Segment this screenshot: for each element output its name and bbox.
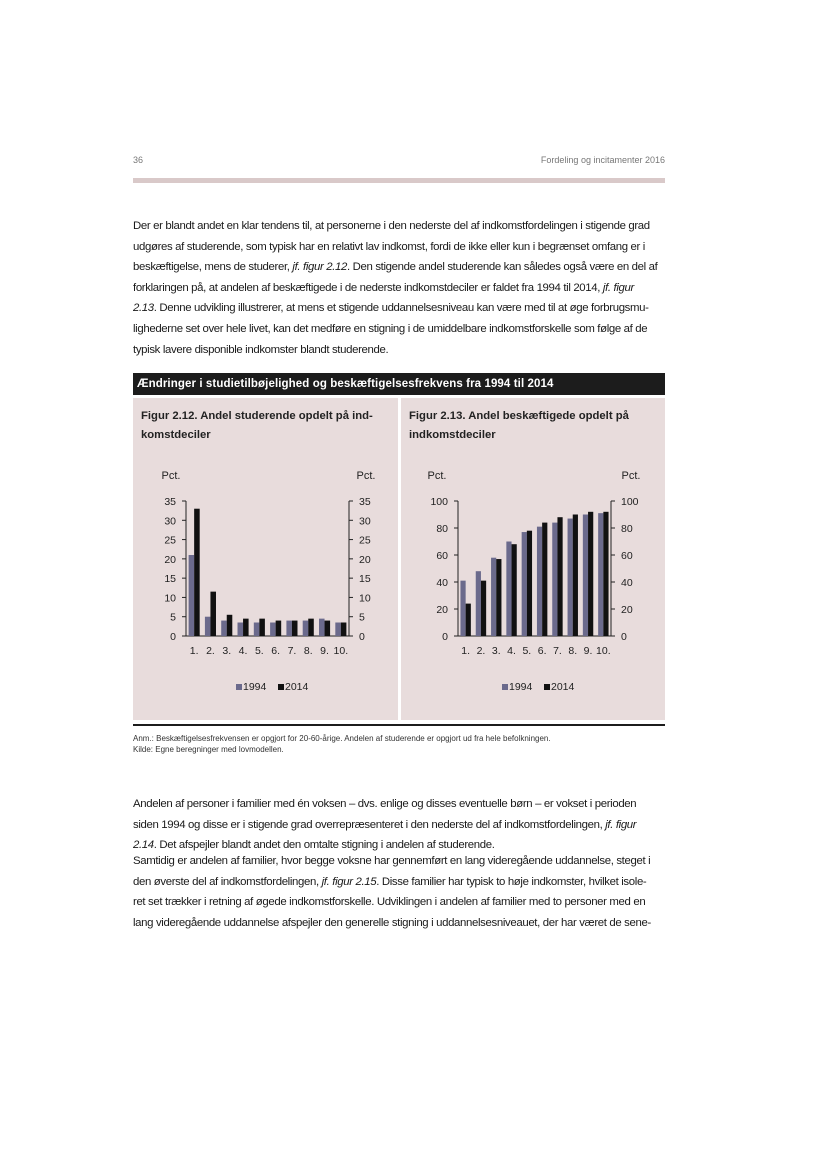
x-tick-label: 7. (553, 645, 562, 657)
y-tick-label-left: 15 (164, 573, 176, 586)
text-line: forklaringen på, at andelen af beskæftigede i de nederste indkomstdeciler er faldet fra 1994 til 2014, jf. figur (133, 281, 634, 294)
bar-1994 (303, 621, 309, 636)
x-tick-label: 10. (596, 645, 611, 657)
bar-2014 (481, 581, 486, 636)
legend-swatch-2014 (544, 684, 550, 690)
y-tick-label-right: 20 (621, 604, 633, 616)
y-tick-label-left: 80 (436, 523, 448, 535)
y-tick-label-left: 10 (164, 592, 176, 605)
bar-2014 (292, 621, 298, 636)
text-line: beskæftigelse, mens de studerer, jf. figur 2.12. Den stigende andel studerende kan således også være en del af (133, 261, 658, 274)
y-tick-label-right: 15 (359, 573, 371, 586)
bar-1994 (319, 619, 325, 636)
y-tick-label-left: 5 (170, 611, 176, 624)
y-tick-label-right: 20 (359, 553, 371, 566)
box-bottom-rule (133, 724, 665, 726)
y-tick-label-left: 60 (436, 550, 448, 562)
x-tick-label: 7. (287, 645, 297, 657)
text-line: ret set trækker i retning af øgede indkomstforskelle. Udviklingen i andelen af familier med to personer med en (133, 896, 646, 909)
bar-1994 (286, 621, 292, 636)
publication-title: Fordeling og incitamenter 2016 (540, 155, 665, 165)
y-tick-label-right: 0 (621, 631, 627, 643)
bar-chart-students (133, 398, 398, 720)
x-tick-label: 8. (303, 645, 313, 657)
page-header (133, 155, 665, 167)
x-tick-label: 4. (238, 645, 248, 657)
source-line: Kilde: Egne beregninger med lovmodellen. (133, 745, 284, 754)
y-tick-label-right: 60 (621, 550, 633, 562)
legend-label-1994: 1994 (509, 681, 533, 693)
bar-2014 (542, 523, 547, 636)
x-tick-label: 6. (271, 645, 281, 657)
y-tick-label-left: 100 (430, 496, 448, 508)
bar-2014 (243, 619, 249, 636)
y-axis-unit-right: Pct. (621, 470, 641, 482)
bar-1994 (583, 515, 588, 637)
text-line: udgøres af studerende, som typisk har en relativt lav indkomst, fordi de ikke eller kun i begrænset omfang er i (133, 240, 645, 253)
bar-chart-employed (401, 398, 665, 720)
x-tick-label: 2. (206, 645, 215, 657)
x-tick-label: 5. (522, 645, 532, 657)
paragraph-1 (133, 216, 668, 360)
bar-1994 (476, 571, 481, 636)
text-line: 2.14. Det afspejler blandt andet den omtalte stigning i andelen af studerende. (133, 839, 495, 852)
bar-1994 (238, 623, 244, 637)
header-rule (133, 178, 665, 183)
text-line: typisk lavere disponible indkomster blandt studerende. (133, 343, 389, 356)
bar-2014 (227, 615, 233, 636)
figure-reference: jf. figur (605, 818, 637, 831)
bar-1994 (598, 513, 603, 636)
text-line: lang videregående uddannelse afspejler den generelle stigning i uddannelsesniveauet, der har været de sene- (133, 916, 651, 929)
legend-swatch-1994 (502, 684, 508, 690)
bar-2014 (603, 512, 608, 636)
y-tick-label-right: 30 (359, 515, 371, 528)
text-line: Samtidig er andelen af familier, hvor begge voksne har gennemført en lang videregående uddannelse, steget i (133, 855, 651, 867)
bar-2014 (466, 604, 471, 636)
figure-reference: jf. figur 2.15 (321, 875, 377, 888)
bar-1994 (270, 623, 276, 637)
x-tick-label: 8. (568, 645, 578, 657)
x-tick-label: 9. (583, 645, 593, 657)
note-line: Anm.: Beskæftigelsesfrekvensen er opgjort for 20-60-årige. Andelen af studerende er opgjort ud fra hele befolkningen. (133, 734, 551, 743)
bar-2014 (325, 621, 331, 636)
paragraph-2 (133, 794, 668, 856)
bar-1994 (335, 623, 341, 637)
figure-panel-2-13 (401, 398, 665, 720)
x-tick-label: 6. (537, 645, 547, 657)
box-title: Ændringer i studietilbøjelighed og beskæftigelsesfrekvens fra 1994 til 2014 (133, 373, 665, 395)
figure-panel-2-12 (133, 398, 398, 720)
figure-reference: 2.13 (133, 302, 154, 315)
text-line: lighederne set over hele livet, kan det medføre en stigning i de umiddelbare indkomstforskelle som følge af de (133, 322, 648, 335)
figure-reference: 2.14 (133, 839, 154, 852)
bar-2014 (588, 512, 593, 636)
bar-2014 (210, 592, 216, 636)
bar-1994 (491, 558, 496, 636)
bar-1994 (568, 519, 573, 636)
bar-2014 (512, 544, 517, 636)
y-tick-label-left: 30 (164, 515, 176, 528)
y-axis-unit-left: Pct. (427, 470, 447, 482)
bar-1994 (205, 617, 211, 636)
y-tick-label-right: 5 (359, 611, 365, 624)
bar-2014 (341, 623, 347, 637)
y-tick-label-left: 35 (164, 496, 176, 508)
y-tick-label-right: 10 (359, 592, 371, 605)
bar-2014 (194, 509, 200, 636)
bar-2014 (573, 515, 578, 637)
figure-title: Figur 2.12. Andel studerende opdelt på ind- komstdeciler (141, 410, 373, 441)
text-line: 2.13. Denne udvikling illustrerer, at mens et stigende uddannelsesniveau kan være med til at øge forbrugsmu- (133, 302, 649, 315)
bar-2014 (557, 517, 562, 636)
bar-1994 (506, 542, 511, 637)
bar-1994 (221, 621, 227, 636)
bar-2014 (527, 531, 532, 636)
y-axis-unit-right: Pct. (356, 470, 376, 482)
y-tick-label-left: 20 (436, 604, 448, 616)
y-tick-label-right: 40 (621, 577, 633, 589)
bar-1994 (522, 532, 527, 636)
paragraph-3 (133, 851, 668, 933)
bar-2014 (259, 619, 265, 636)
bar-1994 (254, 623, 260, 637)
bar-2014 (496, 559, 501, 636)
legend-label-2014: 2014 (285, 681, 309, 693)
figure-reference: jf. figur (602, 281, 634, 294)
x-tick-label: 2. (476, 645, 486, 657)
x-tick-label: 9. (320, 645, 329, 657)
legend-swatch-1994 (236, 684, 242, 690)
bar-1994 (460, 581, 465, 636)
x-tick-label: 10. (333, 645, 349, 657)
legend-swatch-2014 (278, 684, 284, 690)
bar-1994 (552, 523, 557, 636)
figure-notes (133, 733, 665, 755)
y-tick-label-left: 0 (442, 631, 448, 643)
page-number: 36 (133, 155, 144, 165)
x-tick-label: 4. (507, 645, 516, 657)
x-tick-label: 3. (491, 645, 501, 657)
y-tick-label-right: 100 (621, 496, 639, 508)
legend-label-1994: 1994 (243, 681, 267, 693)
y-tick-label-right: 80 (621, 523, 633, 535)
y-tick-label-right: 0 (359, 631, 365, 643)
y-axis-unit-left: Pct. (161, 470, 181, 482)
text-line: den øverste del af indkomstfordelingen, jf. figur 2.15. Disse familier har typisk to høje indkomster, hvilket isole- (133, 875, 647, 888)
bar-2014 (308, 619, 314, 636)
y-tick-label-left: 25 (164, 534, 176, 547)
x-tick-label: 5. (254, 645, 264, 657)
x-tick-label: 1. (461, 645, 471, 657)
legend-label-2014: 2014 (551, 681, 575, 693)
y-tick-label-left: 20 (164, 553, 176, 566)
bar-1994 (537, 527, 542, 636)
text-line: siden 1994 og disse er i stigende grad overrepræsenteret i den nederste del af indkomstfordelingen, jf. figur (133, 818, 637, 831)
y-tick-label-right: 35 (359, 496, 371, 508)
text-line: Andelen af personer i familier med én voksen – dvs. enlige og disses eventuelle børn – er vokset i perioden (133, 798, 637, 810)
y-tick-label-left: 0 (170, 631, 176, 643)
figure-reference: jf. figur 2.12 (292, 261, 348, 274)
text-line: Der er blandt andet en klar tendens til, at personerne i den nederste del af indkomstfordelingen i stigende grad (133, 220, 650, 232)
y-tick-label-right: 25 (359, 534, 371, 547)
y-tick-label-left: 40 (436, 577, 448, 589)
figure-title: Figur 2.13. Andel beskæftigede opdelt på indkomstdeciler (409, 410, 629, 441)
x-tick-label: 1. (189, 645, 199, 657)
x-tick-label: 3. (222, 645, 232, 657)
bar-1994 (189, 555, 195, 636)
bar-2014 (276, 621, 282, 636)
